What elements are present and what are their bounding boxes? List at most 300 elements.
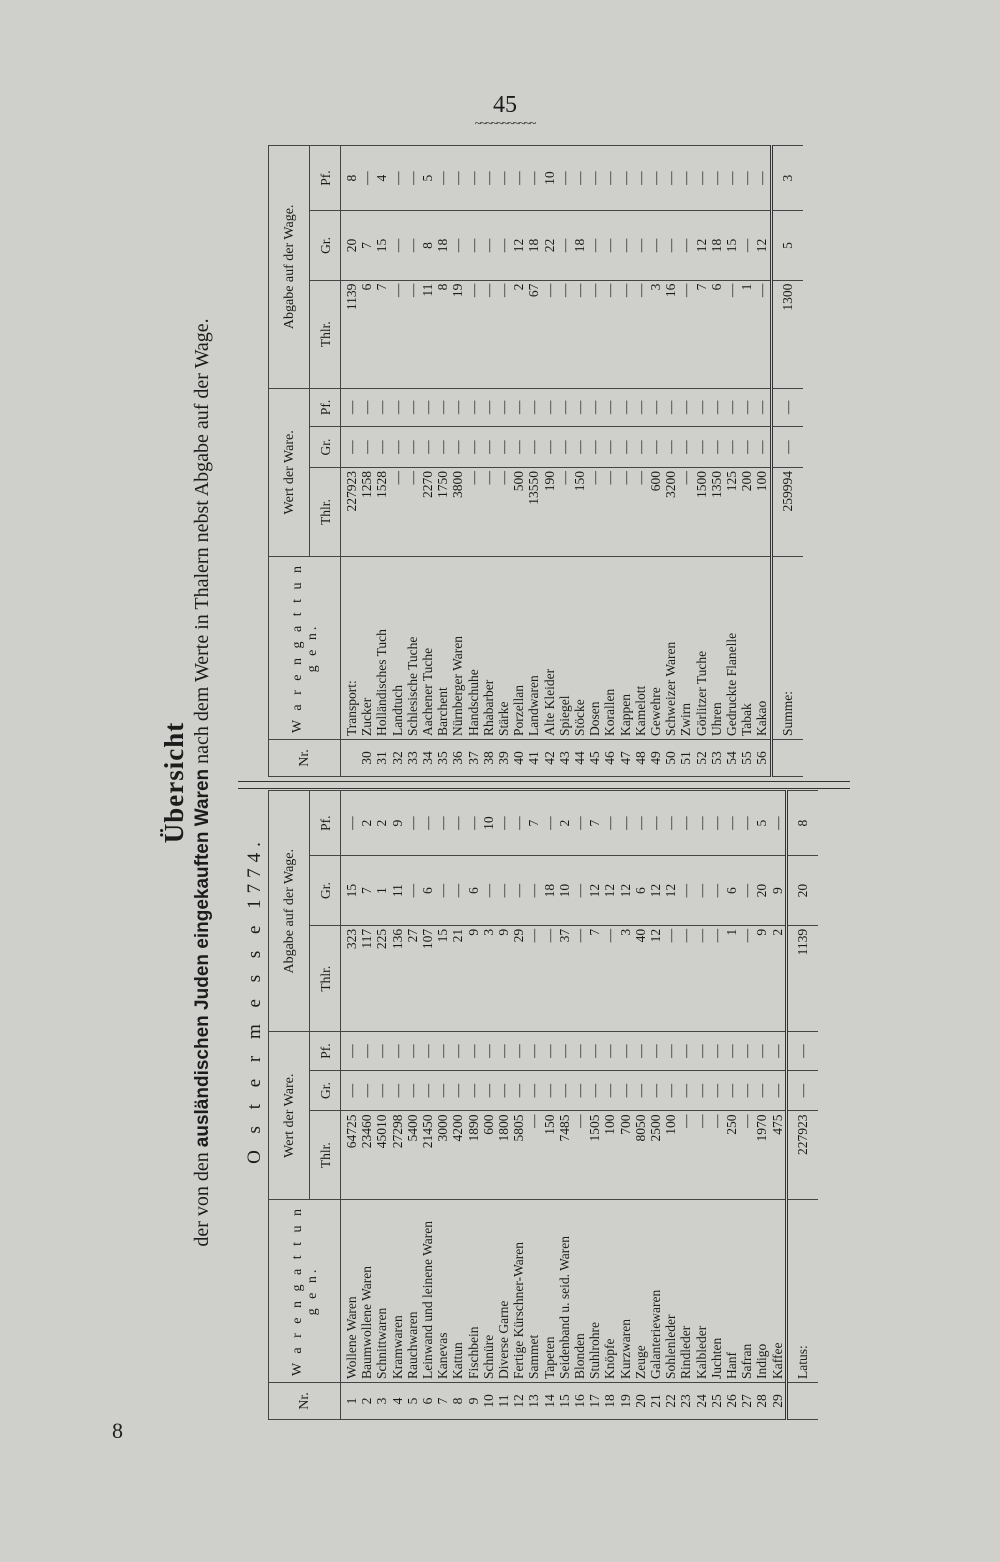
row-wert-thlr: 13550 bbox=[526, 468, 541, 557]
row-wert-thlr: 100 bbox=[663, 1111, 678, 1200]
row-nr: 14 bbox=[542, 1383, 557, 1420]
row-abgabe-thlr: 16 bbox=[663, 280, 678, 388]
row-wert-pf: — bbox=[405, 1032, 420, 1070]
row-nr: 13 bbox=[526, 1383, 541, 1420]
row-wert-thlr: — bbox=[694, 1111, 709, 1200]
table-row bbox=[420, 791, 435, 1420]
row-abgabe-gr: 7 bbox=[359, 856, 374, 926]
row-nr: 19 bbox=[618, 1383, 633, 1420]
table-row bbox=[694, 791, 709, 1420]
row-wert-thlr: 125 bbox=[724, 468, 739, 557]
row-wert-pf: — bbox=[663, 388, 678, 426]
header-thlr: Thlr. bbox=[310, 468, 341, 557]
row-abgabe-pf: — bbox=[754, 146, 771, 211]
row-abgabe-gr: 12 bbox=[648, 856, 663, 926]
row-wert-pf: — bbox=[663, 1032, 678, 1070]
row-wert-pf: — bbox=[526, 1032, 541, 1070]
row-wert-pf: — bbox=[390, 1032, 405, 1070]
row-abgabe-pf: — bbox=[511, 146, 526, 211]
row-abgabe-gr: 6 bbox=[633, 856, 648, 926]
row-abgabe-gr: 8 bbox=[420, 211, 435, 280]
row-wert-pf: — bbox=[694, 1032, 709, 1070]
row-abgabe-thlr: 1139 bbox=[341, 280, 360, 388]
table-row bbox=[405, 146, 420, 777]
row-abgabe-thlr: 40 bbox=[633, 925, 648, 1032]
table-row bbox=[633, 791, 648, 1420]
row-abgabe-pf: — bbox=[481, 146, 496, 211]
row-wert-pf: — bbox=[359, 388, 374, 426]
row-wert-pf: — bbox=[770, 1032, 787, 1070]
row-wert-gr: — bbox=[466, 427, 481, 468]
row-abgabe-thlr: — bbox=[678, 280, 693, 388]
row-wert-gr: — bbox=[633, 1070, 648, 1111]
row-abgabe-gr: — bbox=[739, 856, 754, 926]
row-name: Fischbein bbox=[466, 1200, 481, 1383]
row-name: Kattun bbox=[450, 1200, 465, 1383]
row-abgabe-pf: — bbox=[405, 791, 420, 856]
row-wert-gr: — bbox=[466, 1070, 481, 1111]
row-wert-thlr: 8050 bbox=[633, 1111, 648, 1200]
row-wert-thlr: 150 bbox=[542, 1111, 557, 1200]
row-name: Schnittwaren bbox=[374, 1200, 389, 1383]
row-wert-thlr: 100 bbox=[754, 468, 771, 557]
table-row bbox=[587, 791, 602, 1420]
row-wert-thlr: — bbox=[496, 468, 511, 557]
row-wert-pf: — bbox=[602, 388, 617, 426]
row-nr: 50 bbox=[663, 740, 678, 777]
row-wert-pf: — bbox=[648, 1032, 663, 1070]
header-thlr: Thlr. bbox=[310, 280, 341, 388]
row-wert-gr: — bbox=[694, 1070, 709, 1111]
row-wert-pf: — bbox=[481, 388, 496, 426]
row-nr: 39 bbox=[496, 740, 511, 777]
table-row bbox=[496, 791, 511, 1420]
row-name: Fertige Kürschner-Waren bbox=[511, 1200, 526, 1383]
row-abgabe-pf: 2 bbox=[374, 791, 389, 856]
row-wert-thlr: 500 bbox=[511, 468, 526, 557]
row-abgabe-thlr: — bbox=[542, 925, 557, 1032]
row-abgabe-gr: 12 bbox=[618, 856, 633, 926]
table-row bbox=[709, 146, 724, 777]
row-wert-gr: — bbox=[420, 427, 435, 468]
row-wert-gr: — bbox=[754, 427, 771, 468]
table-row bbox=[496, 146, 511, 777]
row-nr: 8 bbox=[450, 1383, 465, 1420]
row-name: Gewehre bbox=[648, 557, 663, 740]
table-row bbox=[341, 791, 360, 1420]
row-nr: 23 bbox=[678, 1383, 693, 1420]
row-abgabe-pf: — bbox=[341, 791, 360, 856]
row-wert-gr: — bbox=[542, 427, 557, 468]
table-row bbox=[450, 791, 465, 1420]
row-nr: 45 bbox=[587, 740, 602, 777]
row-name: Zeuge bbox=[633, 1200, 648, 1383]
row-abgabe-gr: 6 bbox=[724, 856, 739, 926]
row-name: Handschuhe bbox=[466, 557, 481, 740]
row-abgabe-thlr: 6 bbox=[359, 280, 374, 388]
row-abgabe-gr: 6 bbox=[420, 856, 435, 926]
row-wert-pf: — bbox=[481, 1032, 496, 1070]
row-wert-gr: — bbox=[526, 1070, 541, 1111]
table-row bbox=[466, 791, 481, 1420]
header-nr: Nr. bbox=[269, 1383, 341, 1420]
row-name: Rhabarber bbox=[481, 557, 496, 740]
row-name: Nürnberger Waren bbox=[450, 557, 465, 740]
left-goods-table bbox=[268, 790, 818, 1420]
right-goods-table bbox=[268, 145, 803, 777]
table-row bbox=[466, 146, 481, 777]
row-name: Sammet bbox=[526, 1200, 541, 1383]
row-abgabe-pf: — bbox=[587, 146, 602, 211]
rotated-table-page bbox=[160, 145, 850, 1420]
row-abgabe-thlr: 67 bbox=[526, 280, 541, 388]
row-abgabe-pf: — bbox=[450, 146, 465, 211]
row-abgabe-pf: 4 bbox=[374, 146, 389, 211]
row-nr: 43 bbox=[557, 740, 572, 777]
row-abgabe-pf: — bbox=[420, 791, 435, 856]
row-nr: 26 bbox=[724, 1383, 739, 1420]
table-row bbox=[420, 146, 435, 777]
row-nr: 38 bbox=[481, 740, 496, 777]
header-pf: Pf. bbox=[310, 146, 341, 211]
row-name: Zwirn bbox=[678, 557, 693, 740]
latus-abgabe-gr: 20 bbox=[786, 856, 818, 926]
row-abgabe-thlr: 7 bbox=[374, 280, 389, 388]
table-row bbox=[572, 146, 587, 777]
row-nr: 41 bbox=[526, 740, 541, 777]
row-wert-gr: — bbox=[724, 427, 739, 468]
row-wert-thlr: — bbox=[405, 468, 420, 557]
row-wert-pf: — bbox=[435, 388, 450, 426]
row-wert-thlr: — bbox=[572, 1111, 587, 1200]
header-gr: Gr. bbox=[310, 211, 341, 280]
row-wert-gr: — bbox=[481, 427, 496, 468]
row-wert-pf: — bbox=[341, 1032, 360, 1070]
row-wert-thlr: — bbox=[557, 468, 572, 557]
row-nr: 53 bbox=[709, 740, 724, 777]
row-wert-thlr: — bbox=[602, 468, 617, 557]
row-abgabe-pf: — bbox=[648, 146, 663, 211]
row-nr: 5 bbox=[405, 1383, 420, 1420]
row-nr: 9 bbox=[466, 1383, 481, 1420]
latus-wert-gr: — bbox=[786, 1070, 818, 1111]
latus-row bbox=[786, 791, 818, 1420]
latus-wert-thlr: 227923 bbox=[786, 1111, 818, 1200]
table-row bbox=[587, 146, 602, 777]
row-wert-pf: — bbox=[496, 1032, 511, 1070]
signature-mark: 8 bbox=[112, 1418, 123, 1443]
row-nr: 24 bbox=[694, 1383, 709, 1420]
row-name: Stärke bbox=[496, 557, 511, 740]
row-abgabe-thlr: 27 bbox=[405, 925, 420, 1032]
page-number: 45 bbox=[493, 92, 517, 118]
row-nr: 35 bbox=[435, 740, 450, 777]
row-name: Korallen bbox=[602, 557, 617, 740]
row-wert-gr: — bbox=[618, 427, 633, 468]
row-wert-thlr: 2270 bbox=[420, 468, 435, 557]
row-name: Uhren bbox=[709, 557, 724, 740]
row-abgabe-pf: — bbox=[496, 146, 511, 211]
table-row bbox=[572, 791, 587, 1420]
table-row bbox=[557, 146, 572, 777]
table-row bbox=[618, 146, 633, 777]
row-name: Sohlenleder bbox=[663, 1200, 678, 1383]
row-abgabe-pf: — bbox=[435, 791, 450, 856]
row-abgabe-thlr: — bbox=[739, 925, 754, 1032]
ornament-line: ~~~~~~~~~~~ bbox=[474, 116, 536, 130]
row-wert-gr: — bbox=[390, 1070, 405, 1111]
row-wert-gr: — bbox=[724, 1070, 739, 1111]
row-wert-pf: — bbox=[633, 388, 648, 426]
row-wert-thlr: 23460 bbox=[359, 1111, 374, 1200]
row-abgabe-thlr: — bbox=[587, 280, 602, 388]
row-nr: 20 bbox=[633, 1383, 648, 1420]
row-abgabe-thlr: 7 bbox=[694, 280, 709, 388]
row-abgabe-thlr: — bbox=[754, 280, 771, 388]
row-abgabe-gr: — bbox=[678, 211, 693, 280]
row-nr: 11 bbox=[496, 1383, 511, 1420]
row-nr: 49 bbox=[648, 740, 663, 777]
table-row bbox=[341, 146, 360, 777]
latus-abgabe-pf: 8 bbox=[786, 791, 818, 856]
row-abgabe-pf: — bbox=[663, 791, 678, 856]
row-wert-pf: — bbox=[526, 388, 541, 426]
row-abgabe-pf: — bbox=[572, 791, 587, 856]
row-abgabe-thlr: 2 bbox=[511, 280, 526, 388]
row-abgabe-thlr: — bbox=[557, 280, 572, 388]
row-wert-gr: — bbox=[359, 427, 374, 468]
row-nr: 33 bbox=[405, 740, 420, 777]
row-name: Kalbleder bbox=[694, 1200, 709, 1383]
table-row bbox=[450, 146, 465, 777]
row-abgabe-pf: — bbox=[602, 146, 617, 211]
row-abgabe-gr: — bbox=[481, 211, 496, 280]
row-abgabe-gr: 20 bbox=[754, 856, 769, 926]
row-name: Hanf bbox=[724, 1200, 739, 1383]
row-name: Schnüre bbox=[481, 1200, 496, 1383]
header-wert: Wert der Ware. bbox=[269, 388, 310, 556]
row-wert-gr: — bbox=[587, 427, 602, 468]
row-abgabe-gr: 10 bbox=[557, 856, 572, 926]
row-abgabe-pf: — bbox=[663, 146, 678, 211]
row-abgabe-pf: — bbox=[739, 146, 754, 211]
row-abgabe-thlr: 136 bbox=[390, 925, 405, 1032]
row-abgabe-pf: — bbox=[466, 791, 481, 856]
row-abgabe-gr: — bbox=[496, 856, 511, 926]
row-abgabe-pf: — bbox=[724, 791, 739, 856]
row-abgabe-gr: 20 bbox=[341, 211, 360, 280]
row-name: Schweizer Waren bbox=[663, 557, 678, 740]
row-wert-pf: — bbox=[678, 388, 693, 426]
row-wert-pf: — bbox=[374, 1032, 389, 1070]
row-name: Porzellan bbox=[511, 557, 526, 740]
row-abgabe-pf: — bbox=[618, 791, 633, 856]
row-name: Alte Kleider bbox=[542, 557, 557, 740]
table-row bbox=[633, 146, 648, 777]
row-wert-thlr: 3000 bbox=[435, 1111, 450, 1200]
table-row bbox=[359, 791, 374, 1420]
row-wert-gr: — bbox=[374, 427, 389, 468]
row-abgabe-gr: — bbox=[663, 211, 678, 280]
row-abgabe-gr: 11 bbox=[390, 856, 405, 926]
row-wert-thlr: 1528 bbox=[374, 468, 389, 557]
row-abgabe-gr: — bbox=[405, 211, 420, 280]
row-nr: 4 bbox=[390, 1383, 405, 1420]
row-nr: 15 bbox=[557, 1383, 572, 1420]
row-abgabe-pf: — bbox=[572, 146, 587, 211]
row-wert-thlr: 4200 bbox=[450, 1111, 465, 1200]
row-abgabe-pf: 10 bbox=[481, 791, 496, 856]
table-row bbox=[542, 146, 557, 777]
row-name: Indigo bbox=[754, 1200, 769, 1383]
row-wert-gr: — bbox=[511, 427, 526, 468]
row-wert-pf: — bbox=[466, 388, 481, 426]
row-abgabe-thlr: 29 bbox=[511, 925, 526, 1032]
row-wert-pf: — bbox=[511, 1032, 526, 1070]
row-abgabe-gr: 22 bbox=[542, 211, 557, 280]
row-name: Wollene Waren bbox=[341, 1200, 360, 1383]
row-wert-thlr: 600 bbox=[481, 1111, 496, 1200]
summe-wert-thlr: 259994 bbox=[771, 468, 803, 557]
row-abgabe-gr: — bbox=[648, 211, 663, 280]
row-abgabe-gr: 12 bbox=[602, 856, 617, 926]
subtitle-prefix: der von den bbox=[191, 1152, 213, 1247]
header-warengattungen: W a r e n g a t t u n g e n. bbox=[269, 1200, 341, 1383]
table-row bbox=[724, 146, 739, 777]
row-abgabe-thlr: — bbox=[481, 280, 496, 388]
row-wert-thlr: 3800 bbox=[450, 468, 465, 557]
header-thlr: Thlr. bbox=[310, 1111, 341, 1200]
row-wert-pf: — bbox=[420, 388, 435, 426]
row-nr: 10 bbox=[481, 1383, 496, 1420]
row-abgabe-gr: — bbox=[633, 211, 648, 280]
row-wert-gr: — bbox=[557, 427, 572, 468]
row-abgabe-thlr: — bbox=[405, 280, 420, 388]
header-warengattungen: W a r e n g a t t u n g e n. bbox=[269, 557, 341, 740]
row-abgabe-thlr: — bbox=[496, 280, 511, 388]
row-name: Stöcke bbox=[572, 557, 587, 740]
row-abgabe-gr: 12 bbox=[663, 856, 678, 926]
row-wert-gr: — bbox=[557, 1070, 572, 1111]
row-abgabe-thlr: — bbox=[526, 925, 541, 1032]
row-name: Kanevas bbox=[435, 1200, 450, 1383]
row-abgabe-gr: — bbox=[572, 856, 587, 926]
row-wert-gr: — bbox=[359, 1070, 374, 1111]
row-nr: 1 bbox=[341, 1383, 360, 1420]
table-row bbox=[374, 146, 389, 777]
summe-row bbox=[771, 146, 803, 777]
row-wert-gr: — bbox=[420, 1070, 435, 1111]
row-abgabe-thlr: 323 bbox=[341, 925, 360, 1032]
table-row bbox=[405, 791, 420, 1420]
summe-wert-gr: — bbox=[771, 427, 803, 468]
header-gr: Gr. bbox=[310, 427, 341, 468]
row-nr: 31 bbox=[374, 740, 389, 777]
row-wert-thlr: 64725 bbox=[341, 1111, 360, 1200]
row-name: Gedruckte Flanelle bbox=[724, 557, 739, 740]
row-abgabe-pf: — bbox=[557, 146, 572, 211]
row-nr: 44 bbox=[572, 740, 587, 777]
right-table-body bbox=[341, 146, 772, 777]
row-nr: 2 bbox=[359, 1383, 374, 1420]
row-wert-gr: — bbox=[770, 1070, 787, 1111]
header-thlr: Thlr. bbox=[310, 925, 341, 1032]
row-wert-thlr: 1258 bbox=[359, 468, 374, 557]
row-abgabe-gr: — bbox=[618, 211, 633, 280]
row-wert-pf: — bbox=[709, 1032, 724, 1070]
summe-wert-pf: — bbox=[771, 388, 803, 426]
row-wert-thlr: 1750 bbox=[435, 468, 450, 557]
row-wert-thlr: 150 bbox=[572, 468, 587, 557]
row-wert-pf: — bbox=[678, 1032, 693, 1070]
row-abgabe-pf: — bbox=[466, 146, 481, 211]
row-wert-gr: — bbox=[341, 1070, 360, 1111]
row-abgabe-pf: — bbox=[678, 146, 693, 211]
row-abgabe-pf: — bbox=[450, 791, 465, 856]
row-wert-pf: — bbox=[572, 1032, 587, 1070]
row-name: Kakao bbox=[754, 557, 771, 740]
row-nr: 27 bbox=[739, 1383, 754, 1420]
row-wert-pf: — bbox=[557, 1032, 572, 1070]
row-abgabe-gr: 12 bbox=[694, 211, 709, 280]
row-wert-thlr: — bbox=[739, 1111, 754, 1200]
table-row bbox=[435, 791, 450, 1420]
row-wert-thlr: 3200 bbox=[663, 468, 678, 557]
row-abgabe-pf: 2 bbox=[359, 791, 374, 856]
row-abgabe-thlr: — bbox=[542, 280, 557, 388]
row-wert-thlr: — bbox=[526, 1111, 541, 1200]
row-abgabe-gr: — bbox=[709, 856, 724, 926]
table-row bbox=[739, 146, 754, 777]
row-wert-pf: — bbox=[587, 388, 602, 426]
row-name: Holländisches Tuch bbox=[374, 557, 389, 740]
row-wert-thlr: 1350 bbox=[709, 468, 724, 557]
row-wert-pf: — bbox=[359, 1032, 374, 1070]
row-abgabe-gr: — bbox=[526, 856, 541, 926]
row-abgabe-gr: 15 bbox=[724, 211, 739, 280]
row-abgabe-pf: 7 bbox=[587, 791, 602, 856]
row-wert-thlr: — bbox=[618, 468, 633, 557]
table-row bbox=[694, 146, 709, 777]
row-name: Rauchwaren bbox=[405, 1200, 420, 1383]
header-wert: Wert der Ware. bbox=[269, 1032, 310, 1200]
table-row bbox=[618, 791, 633, 1420]
row-name: Tabak bbox=[739, 557, 754, 740]
row-abgabe-gr: — bbox=[496, 211, 511, 280]
row-abgabe-gr: — bbox=[511, 856, 526, 926]
row-abgabe-gr: — bbox=[450, 856, 465, 926]
row-abgabe-pf: 7 bbox=[526, 791, 541, 856]
row-name: Kurzwaren bbox=[618, 1200, 633, 1383]
row-abgabe-pf: — bbox=[739, 791, 754, 856]
row-wert-pf: — bbox=[542, 388, 557, 426]
row-wert-pf: — bbox=[542, 1032, 557, 1070]
table-row bbox=[511, 791, 526, 1420]
row-wert-pf: — bbox=[390, 388, 405, 426]
table-row bbox=[526, 146, 541, 777]
header-nr: Nr. bbox=[269, 740, 341, 777]
row-wert-thlr: 475 bbox=[770, 1111, 787, 1200]
row-abgabe-gr: — bbox=[435, 856, 450, 926]
row-name: Safran bbox=[739, 1200, 754, 1383]
row-name: Spiegel bbox=[557, 557, 572, 740]
row-wert-thlr: 250 bbox=[724, 1111, 739, 1200]
row-abgabe-pf: 5 bbox=[420, 146, 435, 211]
row-name: Görlitzer Tuche bbox=[694, 557, 709, 740]
table-row bbox=[542, 791, 557, 1420]
row-nr: 21 bbox=[648, 1383, 663, 1420]
row-wert-gr: — bbox=[648, 427, 663, 468]
